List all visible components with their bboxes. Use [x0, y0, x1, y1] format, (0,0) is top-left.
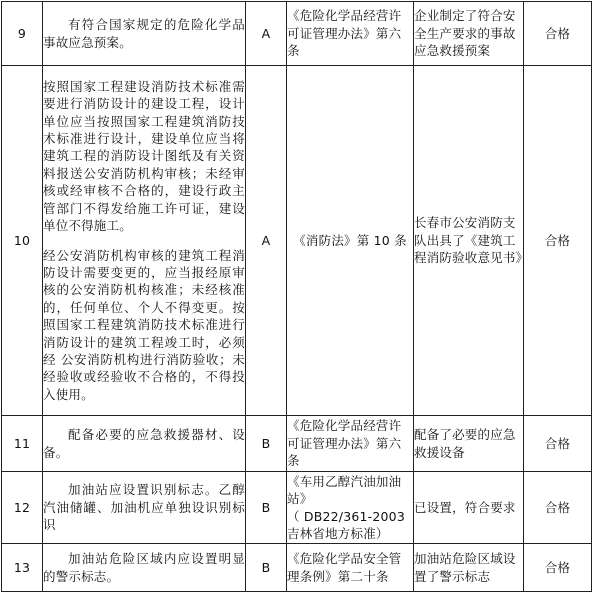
- result-cell: 合格: [524, 66, 592, 416]
- basis-cell: 《消防法》第 10 条: [287, 66, 414, 416]
- basis-cell: 《危险化学品经营许可证管理办法》第六条: [287, 416, 414, 472]
- basis-line: 《车用乙醇汽油加油站》: [287, 473, 402, 507]
- table-row: [2, 472, 592, 544]
- requirement-text: 配备必要的应急救援器材、设备。: [43, 427, 245, 460]
- row-number: 13: [2, 544, 43, 592]
- row-number: 11: [2, 416, 43, 472]
- fact-cell: 企业制定了符合安全生产要求的事故应急救援预案: [414, 2, 524, 66]
- requirement-cell: [43, 2, 246, 66]
- fact-cell: 已设置，符合要求: [414, 472, 524, 544]
- level-cell: B: [246, 416, 287, 472]
- basis-cell: [287, 472, 414, 544]
- inspection-table: [1, 1, 592, 592]
- requirement-text: 有符合国家规定的危险化学品事故应急预案。: [43, 17, 245, 50]
- level-cell: A: [246, 66, 287, 416]
- result-cell: 合格: [524, 2, 592, 66]
- table-row: [2, 2, 592, 66]
- requirement-cell: [43, 472, 246, 544]
- requirement-text: 加油站危险区域内应设置明显的警示标志。: [43, 551, 245, 584]
- row-number: 10: [2, 66, 43, 416]
- row-number: 9: [2, 2, 43, 66]
- result-cell: 合格: [524, 472, 592, 544]
- requirement-cell: [43, 416, 246, 472]
- table-row: [2, 544, 592, 592]
- level-cell: B: [246, 544, 287, 592]
- basis-line: （ DB22/361-2003 吉林省地方标准）: [287, 508, 405, 541]
- result-cell: 合格: [524, 416, 592, 472]
- requirement-paragraph: 经公安消防机构审核的建筑工程消防设计需要变更的，应当报经原审核的公安消防机构核准；未经核准的，任何单位、个人不得变更。按照国家工程建筑消防技术标准进行消防设计的建筑工程竣工时，必须经 公安消防机构进行消防验收；未经验收或经验收不合格的，不得投入使用。: [43, 247, 245, 402]
- fact-cell: 长春市公安消防支队出具了《建筑工程消防验收意见书》: [414, 66, 524, 416]
- fact-cell: 配备了必要的应急救援设备: [414, 416, 524, 472]
- requirement-cell: [43, 544, 246, 592]
- row-number: 12: [2, 472, 43, 544]
- basis-cell: 《危险化学品经营许可证管理办法》第六条: [287, 2, 414, 66]
- result-cell: 合格: [524, 544, 592, 592]
- requirement-paragraph: 按照国家工程建设消防技术标准需要进行消防设计的建设工程，设计单位应当按照国家工程建筑消防技术标准进行设计，建设单位应当将建筑工程的消防设计图纸及有关资料报送公安消防机构审核；未经审核或经审核不合格的，建设行政主管部门不得发给施工许可证，建设单位不得施工。: [43, 78, 245, 234]
- fact-cell: 加油站危险区域设置了警示标志: [414, 544, 524, 592]
- basis-cell: 《危险化学品安全管理条例》第二十条: [287, 544, 414, 592]
- requirement-text: 加油站应设置识别标志。乙醇汽油储罐、加油机应单独设识别标识: [43, 482, 245, 533]
- table-row: [2, 416, 592, 472]
- level-cell: A: [246, 2, 287, 66]
- table-row: [2, 66, 592, 416]
- level-cell: B: [246, 472, 287, 544]
- requirement-cell: [43, 66, 246, 416]
